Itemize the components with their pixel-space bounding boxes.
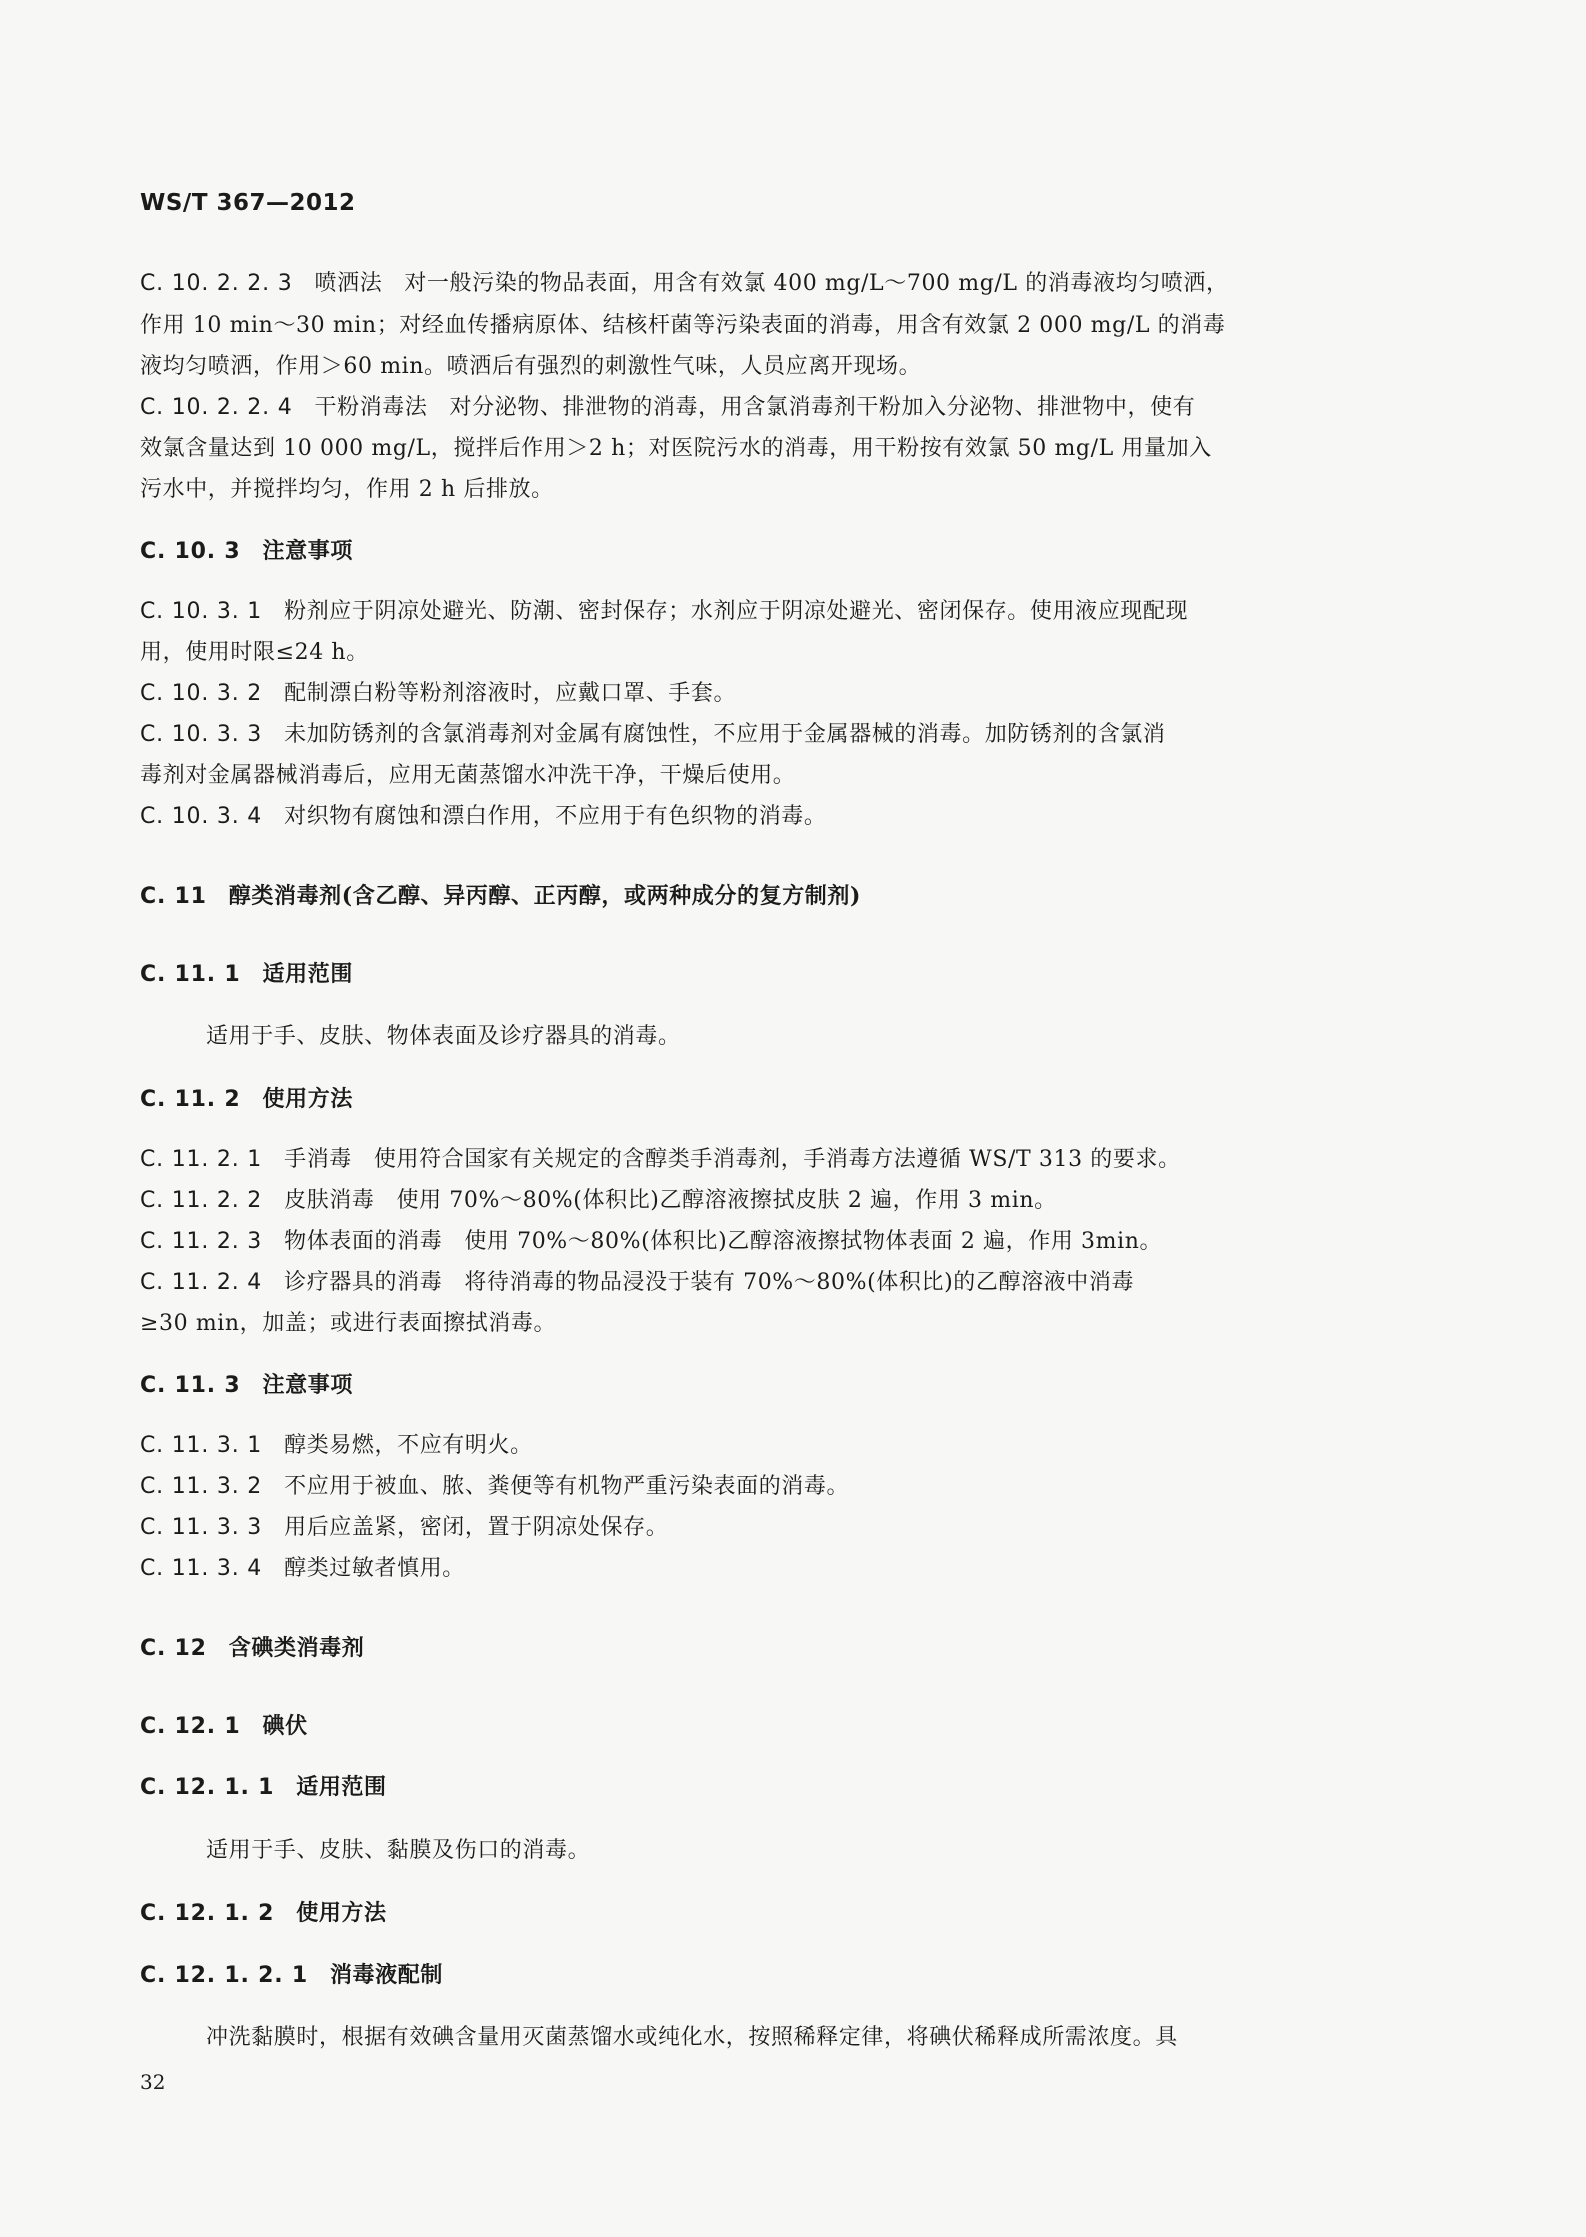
- heading-text: 适用范围: [262, 961, 353, 987]
- text-line: [140, 433, 1380, 465]
- section-heading: [140, 1897, 1380, 1930]
- heading-text: 醇类消毒剂(含乙醇、异丙醇、正丙醇，或两种成分的复方制剂): [228, 883, 862, 909]
- clause-number: C. 10. 3: [140, 539, 241, 564]
- line-text: 未加防锈剂的含氯消毒剂对金属有腐蚀性，不应用于金属器械的消毒。加防锈剂的含氯消: [284, 722, 1166, 747]
- clause-term: 干粉消毒法: [314, 395, 428, 420]
- clause-number: C. 12. 1. 2. 1: [140, 1963, 308, 1988]
- heading-text: 使用方法: [296, 1900, 387, 1926]
- section-heading: [140, 958, 1380, 991]
- heading-text: 注意事项: [262, 538, 353, 564]
- clause-number: C. 11. 3. 3: [140, 1515, 263, 1540]
- line-text: 用，使用时限≤24 h。: [140, 640, 369, 665]
- line-text: 毒剂对金属器械消毒后，应用无菌蒸馏水冲洗干净，干燥后使用。: [140, 763, 796, 788]
- clause-number: C. 12: [140, 1636, 207, 1661]
- line-text: 对分泌物、排泄物的消毒，用含氯消毒剂干粉加入分泌物、排泄物中，使有: [449, 395, 1196, 420]
- section-heading: [140, 535, 1380, 568]
- line-text: 作用 10 min～30 min；对经血传播病原体、结核杆菌等污染表面的消毒，用含有效氯 2 000 mg/L 的消毒: [140, 313, 1226, 338]
- clause-number: C. 11: [140, 884, 207, 909]
- text-line: [140, 1512, 1380, 1544]
- clause-number: C. 12. 1. 2: [140, 1901, 275, 1926]
- heading-text: 消毒液配制: [329, 1962, 443, 1988]
- clause-number: C. 11. 2. 4: [140, 1270, 263, 1295]
- clause-number: C. 10. 2. 2. 4: [140, 395, 293, 420]
- heading-text: 使用方法: [262, 1086, 353, 1112]
- clause-number: C. 11. 1: [140, 962, 241, 987]
- clause-number: C. 11. 3. 4: [140, 1556, 263, 1581]
- line-text: 醇类易燃，不应有明火。: [284, 1433, 533, 1458]
- section-heading: [140, 1369, 1380, 1402]
- text-line: [140, 1021, 1446, 1053]
- line-text: 用后应盖紧，密闭，置于阴凉处保存。: [284, 1515, 669, 1540]
- clause-number: C. 11. 2: [140, 1087, 241, 1112]
- line-text: 适用于手、皮肤、黏膜及伤口的消毒。: [206, 1838, 591, 1863]
- section-heading: [140, 1083, 1380, 1116]
- line-text: 对织物有腐蚀和漂白作用，不应用于有色织物的消毒。: [284, 804, 827, 829]
- clause-term: 皮肤消毒: [284, 1188, 375, 1213]
- text-line: [140, 392, 1380, 424]
- section-heading: [140, 1710, 1380, 1743]
- line-text: 污水中，并搅拌均匀，作用 2 h 后排放。: [140, 477, 554, 502]
- clause-number: C. 10. 3. 3: [140, 722, 263, 747]
- clause-number: C. 12. 1. 1: [140, 1775, 275, 1800]
- clause-number: C. 11. 2. 2: [140, 1188, 263, 1213]
- text-line: [140, 351, 1380, 383]
- text-line: [140, 310, 1380, 342]
- text-line: [140, 1226, 1380, 1258]
- text-line: [140, 637, 1380, 669]
- heading-text: 注意事项: [262, 1372, 353, 1398]
- section-heading: [140, 1632, 1380, 1665]
- clause-term: 诊疗器具的消毒: [284, 1270, 443, 1295]
- clause-number: C. 11. 3. 2: [140, 1474, 263, 1499]
- text-line: [140, 1430, 1380, 1462]
- line-text: 冲洗黏膜时，根据有效碘含量用灭菌蒸馏水或纯化水，按照稀释定律，将碘伏稀释成所需浓度。具: [206, 2025, 1178, 2050]
- line-text: ≥30 min，加盖；或进行表面擦拭消毒。: [140, 1311, 557, 1336]
- text-line: [140, 1835, 1446, 1867]
- section-heading: [140, 880, 1380, 913]
- text-line: [140, 268, 1380, 300]
- text-line: [140, 760, 1380, 792]
- line-text: 液均匀喷洒，作用＞60 min。喷洒后有强烈的刺激性气味，人员应离开现场。: [140, 354, 922, 379]
- text-line: [140, 1471, 1380, 1503]
- line-text: 适用于手、皮肤、物体表面及诊疗器具的消毒。: [206, 1024, 681, 1049]
- page-number: 32: [140, 2070, 166, 2094]
- clause-number: C. 10. 3. 1: [140, 599, 263, 624]
- text-line: [140, 678, 1380, 710]
- clause-term: 物体表面的消毒: [284, 1229, 443, 1254]
- text-line: [140, 719, 1380, 751]
- standard-code-header: WS/T 367—2012: [140, 190, 356, 216]
- clause-number: C. 11. 2. 1: [140, 1147, 263, 1172]
- section-heading: [140, 1771, 1380, 1804]
- line-text: 配制漂白粉等粉剂溶液时，应戴口罩、手套。: [284, 681, 737, 706]
- heading-text: 碘伏: [262, 1713, 308, 1739]
- line-text: 效氯含量达到 10 000 mg/L，搅拌后作用＞2 h；对医院污水的消毒，用干粉按有效氯 50 mg/L 用量加入: [140, 436, 1212, 461]
- line-text: 使用 70%～80%(体积比)乙醇溶液擦拭皮肤 2 遍，作用 3 min。: [396, 1188, 1057, 1213]
- text-line: [140, 801, 1380, 833]
- heading-text: 适用范围: [296, 1774, 387, 1800]
- line-text: 醇类过敏者慎用。: [284, 1556, 465, 1581]
- text-line: [140, 1553, 1380, 1585]
- section-heading: [140, 1959, 1380, 1992]
- text-line: [140, 1308, 1380, 1340]
- text-line: [140, 1185, 1380, 1217]
- line-text: 对一般污染的物品表面，用含有效氯 400 mg/L～700 mg/L 的消毒液均匀喷洒，: [404, 271, 1229, 296]
- clause-term: 喷洒法: [314, 271, 383, 296]
- text-line: [140, 596, 1380, 628]
- text-line: [140, 1267, 1380, 1299]
- clause-number: C. 11. 2. 3: [140, 1229, 263, 1254]
- clause-number: C. 10. 3. 2: [140, 681, 263, 706]
- clause-number: C. 10. 3. 4: [140, 804, 263, 829]
- text-line: [140, 1144, 1380, 1176]
- clause-number: C. 12. 1: [140, 1714, 241, 1739]
- clause-term: 手消毒: [284, 1147, 352, 1172]
- line-text: 使用符合国家有关规定的含醇类手消毒剂，手消毒方法遵循 WS/T 313 的要求。: [373, 1147, 1181, 1172]
- text-line: [140, 2022, 1446, 2054]
- line-text: 将待消毒的物品浸没于装有 70%～80%(体积比)的乙醇溶液中消毒: [464, 1270, 1135, 1295]
- clause-number: C. 10. 2. 2. 3: [140, 271, 293, 296]
- heading-text: 含碘类消毒剂: [228, 1635, 365, 1661]
- clause-number: C. 11. 3. 1: [140, 1433, 263, 1458]
- line-text: 使用 70%～80%(体积比)乙醇溶液擦拭物体表面 2 遍，作用 3min。: [464, 1229, 1163, 1254]
- clause-number: C. 11. 3: [140, 1373, 241, 1398]
- line-text: 粉剂应于阴凉处避光、防潮、密封保存；水剂应于阴凉处避光、密闭保存。使用液应现配现: [284, 599, 1189, 624]
- text-line: [140, 474, 1380, 506]
- line-text: 不应用于被血、脓、粪便等有机物严重污染表面的消毒。: [284, 1474, 850, 1499]
